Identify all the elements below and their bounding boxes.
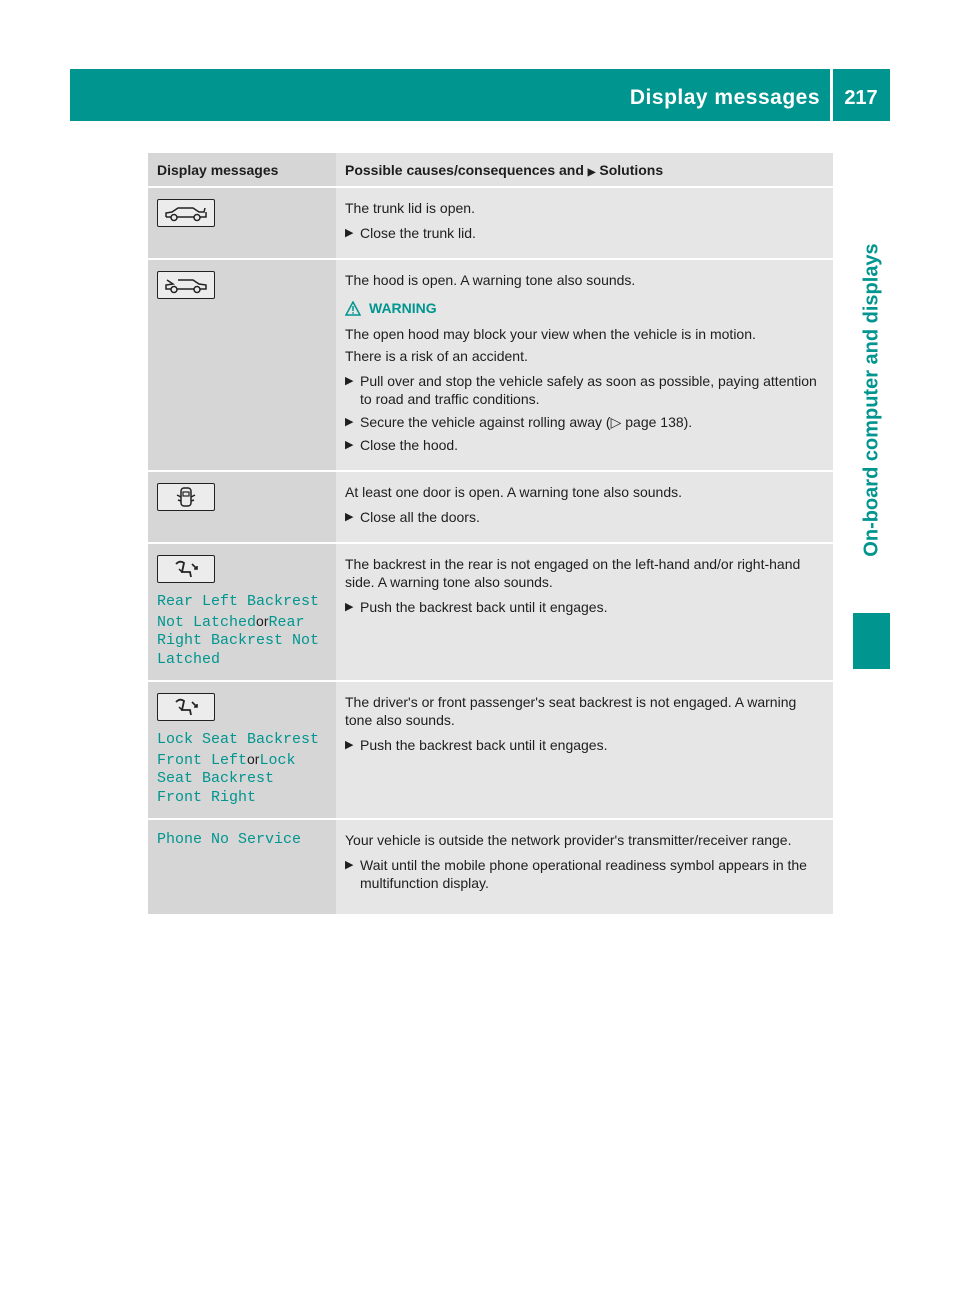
step-arrow-icon: ▶ xyxy=(345,601,354,613)
message-cell xyxy=(148,187,336,259)
side-section-label xyxy=(853,200,890,600)
step-arrow-icon: ▶ xyxy=(345,375,354,387)
col-header-causes-text: Possible causes/consequences and xyxy=(345,162,584,178)
or-separator: or xyxy=(256,612,269,629)
message-cell xyxy=(148,543,336,681)
page-ref-triangle-icon: ▷ xyxy=(610,414,622,430)
warning-heading xyxy=(345,299,824,317)
solution-step-text: Secure the vehicle against rolling away ( xyxy=(360,414,611,430)
or-separator: or xyxy=(247,750,260,767)
page-header xyxy=(70,69,890,121)
warning-triangle-icon xyxy=(345,301,361,316)
step-arrow-icon: ▶ xyxy=(345,859,354,871)
step-arrow-icon: ▶ xyxy=(345,227,354,239)
hood-open-icon xyxy=(157,271,215,299)
description-text: The hood is open. A warning tone also sounds. xyxy=(345,272,636,288)
solution-step-text: Close the hood. xyxy=(360,437,459,453)
description-text: Your vehicle is outside the network provider's transmitter/receiver range. xyxy=(345,832,792,848)
side-section-text: On-board computer and displays xyxy=(860,243,882,557)
description-text: The backrest in the rear is not engaged on the left-hand and/or right-hand side. A warning tone also sounds. xyxy=(345,556,801,590)
description-cell xyxy=(336,259,833,471)
solution-step xyxy=(345,736,824,754)
step-arrow-icon: ▶ xyxy=(345,739,354,751)
solution-step xyxy=(345,598,824,616)
warning-text: The open hood may block your view when the vehicle is in motion. xyxy=(345,326,756,342)
solution-step-text: Push the backrest back until it engages. xyxy=(360,737,608,753)
solution-step-text: Push the backrest back until it engages. xyxy=(360,599,608,615)
seat-backrest-icon xyxy=(157,555,215,583)
solution-step-text: Close all the doors. xyxy=(360,509,480,525)
col-header-solutions-text: Solutions xyxy=(599,162,664,178)
solution-step xyxy=(345,224,824,242)
description-text: The driver's or front passenger's seat backrest is not engaged. A warning tone also sounds. xyxy=(345,694,797,728)
description-cell xyxy=(336,543,833,681)
display-message-b: Lock Seat Backrest Front Right xyxy=(157,751,296,806)
solution-step xyxy=(345,856,824,892)
table-header-row xyxy=(148,153,833,187)
page-number: 217 xyxy=(844,87,878,109)
solution-step xyxy=(345,508,824,526)
table-row xyxy=(148,471,833,543)
seat-backrest-icon xyxy=(157,693,215,721)
display-message-text xyxy=(157,731,327,807)
solution-step-text: Pull over and stop the vehicle safely as soon as possible, paying attention to road and traffic conditions. xyxy=(360,373,817,407)
solution-step-text: Close the trunk lid. xyxy=(360,225,476,241)
description-cell xyxy=(336,819,833,915)
solution-step xyxy=(345,413,824,431)
solution-step xyxy=(345,436,824,454)
warning-text: There is a risk of an accident. xyxy=(345,348,528,364)
solution-step xyxy=(345,372,824,408)
display-message-text xyxy=(157,593,327,669)
message-cell xyxy=(148,471,336,543)
step-arrow-icon: ▶ xyxy=(345,416,354,428)
display-messages-table xyxy=(148,153,833,916)
display-message-text: Phone No Service xyxy=(157,831,302,848)
display-message-a: Rear Left Backrest Not Latched xyxy=(157,593,320,631)
display-message-b: Rear Right Backrest Not Latched xyxy=(157,613,320,668)
step-arrow-icon: ▶ xyxy=(345,439,354,451)
trunk-open-icon xyxy=(157,199,215,227)
table-row xyxy=(148,543,833,681)
message-cell xyxy=(148,819,336,915)
table-row xyxy=(148,681,833,819)
description-text: The trunk lid is open. xyxy=(345,200,475,216)
description-cell xyxy=(336,681,833,819)
solution-arrow-icon: ▶ xyxy=(587,167,596,178)
message-cell xyxy=(148,681,336,819)
display-message-a: Lock Seat Backrest Front Left xyxy=(157,731,320,769)
table-row xyxy=(148,187,833,259)
description-text: At least one door is open. A warning tone also sounds. xyxy=(345,484,683,500)
warning-label: WARNING xyxy=(369,300,437,316)
table-row xyxy=(148,259,833,471)
col-header-display-messages: Display messages xyxy=(148,153,336,187)
table-row xyxy=(148,819,833,915)
door-open-icon xyxy=(157,483,215,511)
description-cell xyxy=(336,471,833,543)
message-cell xyxy=(148,259,336,471)
side-tab-marker xyxy=(853,613,890,669)
page-reference[interactable]: page 138). xyxy=(625,414,693,430)
step-arrow-icon: ▶ xyxy=(345,511,354,523)
header-divider xyxy=(830,69,833,121)
page-title: Display messages xyxy=(629,86,820,109)
solution-step-text: Wait until the mobile phone operational readiness symbol appears in the multifunction display. xyxy=(360,857,807,891)
col-header-causes xyxy=(336,153,833,187)
description-cell xyxy=(336,187,833,259)
